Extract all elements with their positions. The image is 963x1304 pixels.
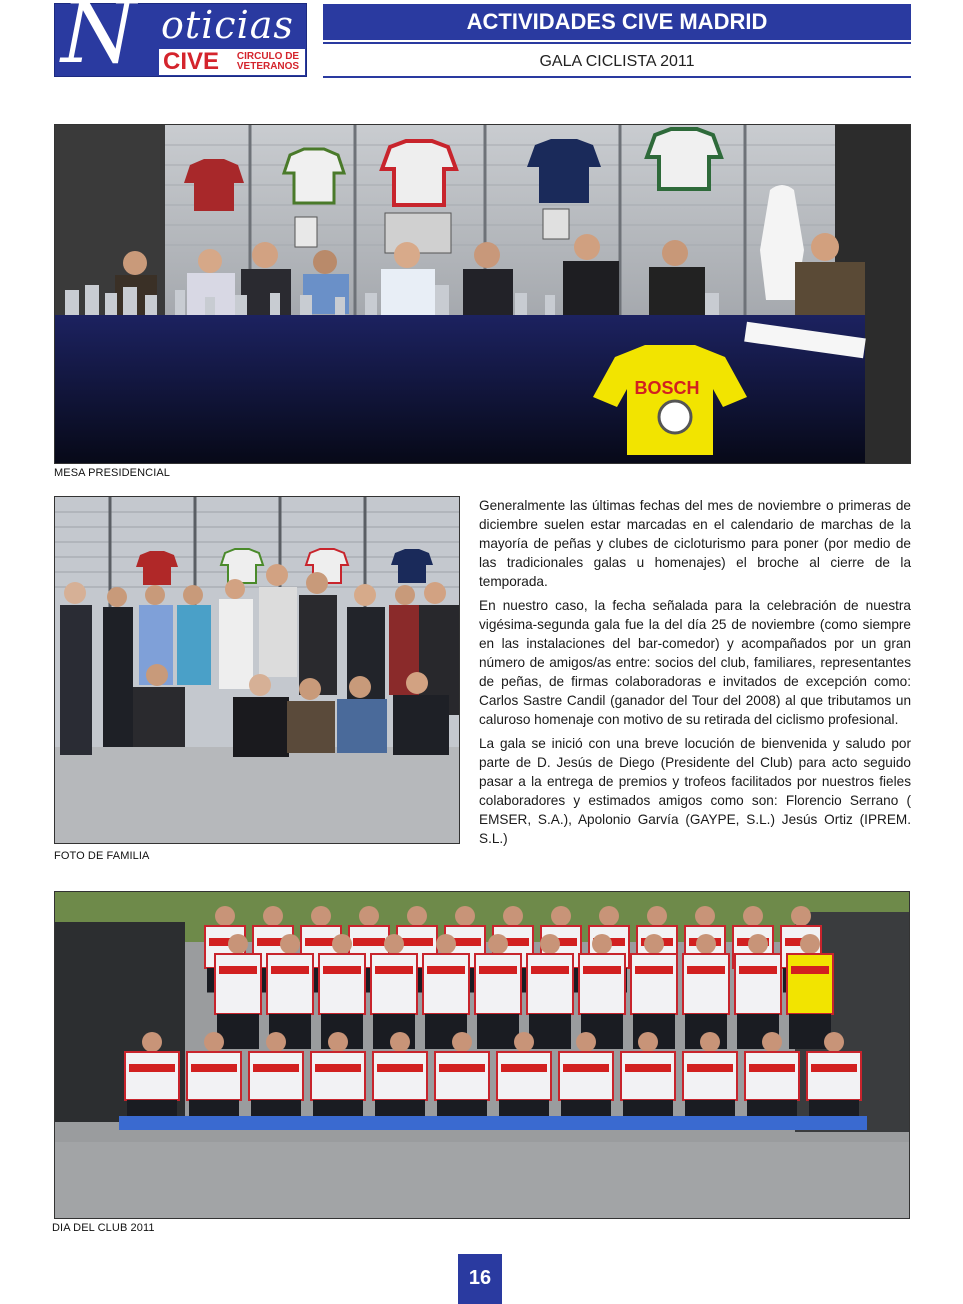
logo-initial: N bbox=[61, 0, 137, 83]
article-paragraph: En nuestro caso, la fecha señalada para la celebración de nuestra vigésima-segunda gala fue la del día 25 de noviembre (como siempre en las instalaciones del bar-comedor) y acompañados por un gran número de amigos/as entre: socios del club, familiares, representantes de peñas, de firmas colaboradoras e invitados de excepción como: Carlos Sastre Candil (ganador del Tour del 2008) al que tributamos un caluroso homenaje con motivo de su retirada del ciclismo profesional. bbox=[479, 598, 911, 727]
logo-word: oticias bbox=[161, 3, 294, 47]
logo-brand-box bbox=[159, 49, 305, 75]
article-paragraph: La gala se inició con una breve locución de bienvenida y saludo por parte de D. Jesús de Diego (Presidente del Club) para acto seguido pasar a la entrega de premios y trofeos facilitados por nuestros fieles colaboradores y estimados amigos como son: Florencio Serrano ( EMSER, S.A.), Apolonio Garvía (GAYPE, S.L.) Jesús Ortiz (IPREM. S.L.) bbox=[479, 736, 911, 846]
header-rule-bottom bbox=[323, 76, 911, 78]
photo-dia-del-club bbox=[54, 891, 910, 1219]
photo-mesa-image bbox=[55, 125, 910, 463]
logo-brand: CIVE bbox=[163, 48, 220, 75]
photo-mesa-presidencial bbox=[54, 124, 911, 464]
header-rule-top bbox=[323, 42, 911, 44]
photo-foto-familia bbox=[54, 496, 460, 844]
photo-familia-image bbox=[55, 497, 459, 843]
logo-sub-line2: VETERANOS bbox=[236, 61, 300, 72]
caption-mesa: MESA PRESIDENCIAL bbox=[54, 467, 171, 479]
section-title: ACTIVIDADES CIVE MADRID bbox=[323, 4, 911, 40]
magazine-logo bbox=[54, 0, 307, 83]
presidential-table bbox=[55, 315, 865, 463]
yellow-jersey-text: BOSCH bbox=[634, 378, 700, 398]
photo-club-image bbox=[55, 892, 909, 1218]
section-subtitle: GALA CICLISTA 2011 bbox=[539, 53, 695, 70]
caption-club: DIA DEL CLUB 2011 bbox=[52, 1222, 155, 1234]
logo-subtitle bbox=[231, 52, 305, 72]
article-body bbox=[479, 496, 911, 853]
logo-sub-line1: CIRCULO DE bbox=[236, 51, 300, 62]
caption-familia: FOTO DE FAMILIA bbox=[54, 850, 150, 862]
page-number: 16 bbox=[458, 1254, 502, 1304]
article-paragraph: Generalmente las últimas fechas del mes de noviembre o primeras de diciembre suelen estar marcadas en el calendario de marchas de la mayoría de peñas y clubes de cicloturismo para poner (por medio de las tradicionales galas u homenajes) el broche al cierre de la temporada. bbox=[479, 498, 911, 589]
